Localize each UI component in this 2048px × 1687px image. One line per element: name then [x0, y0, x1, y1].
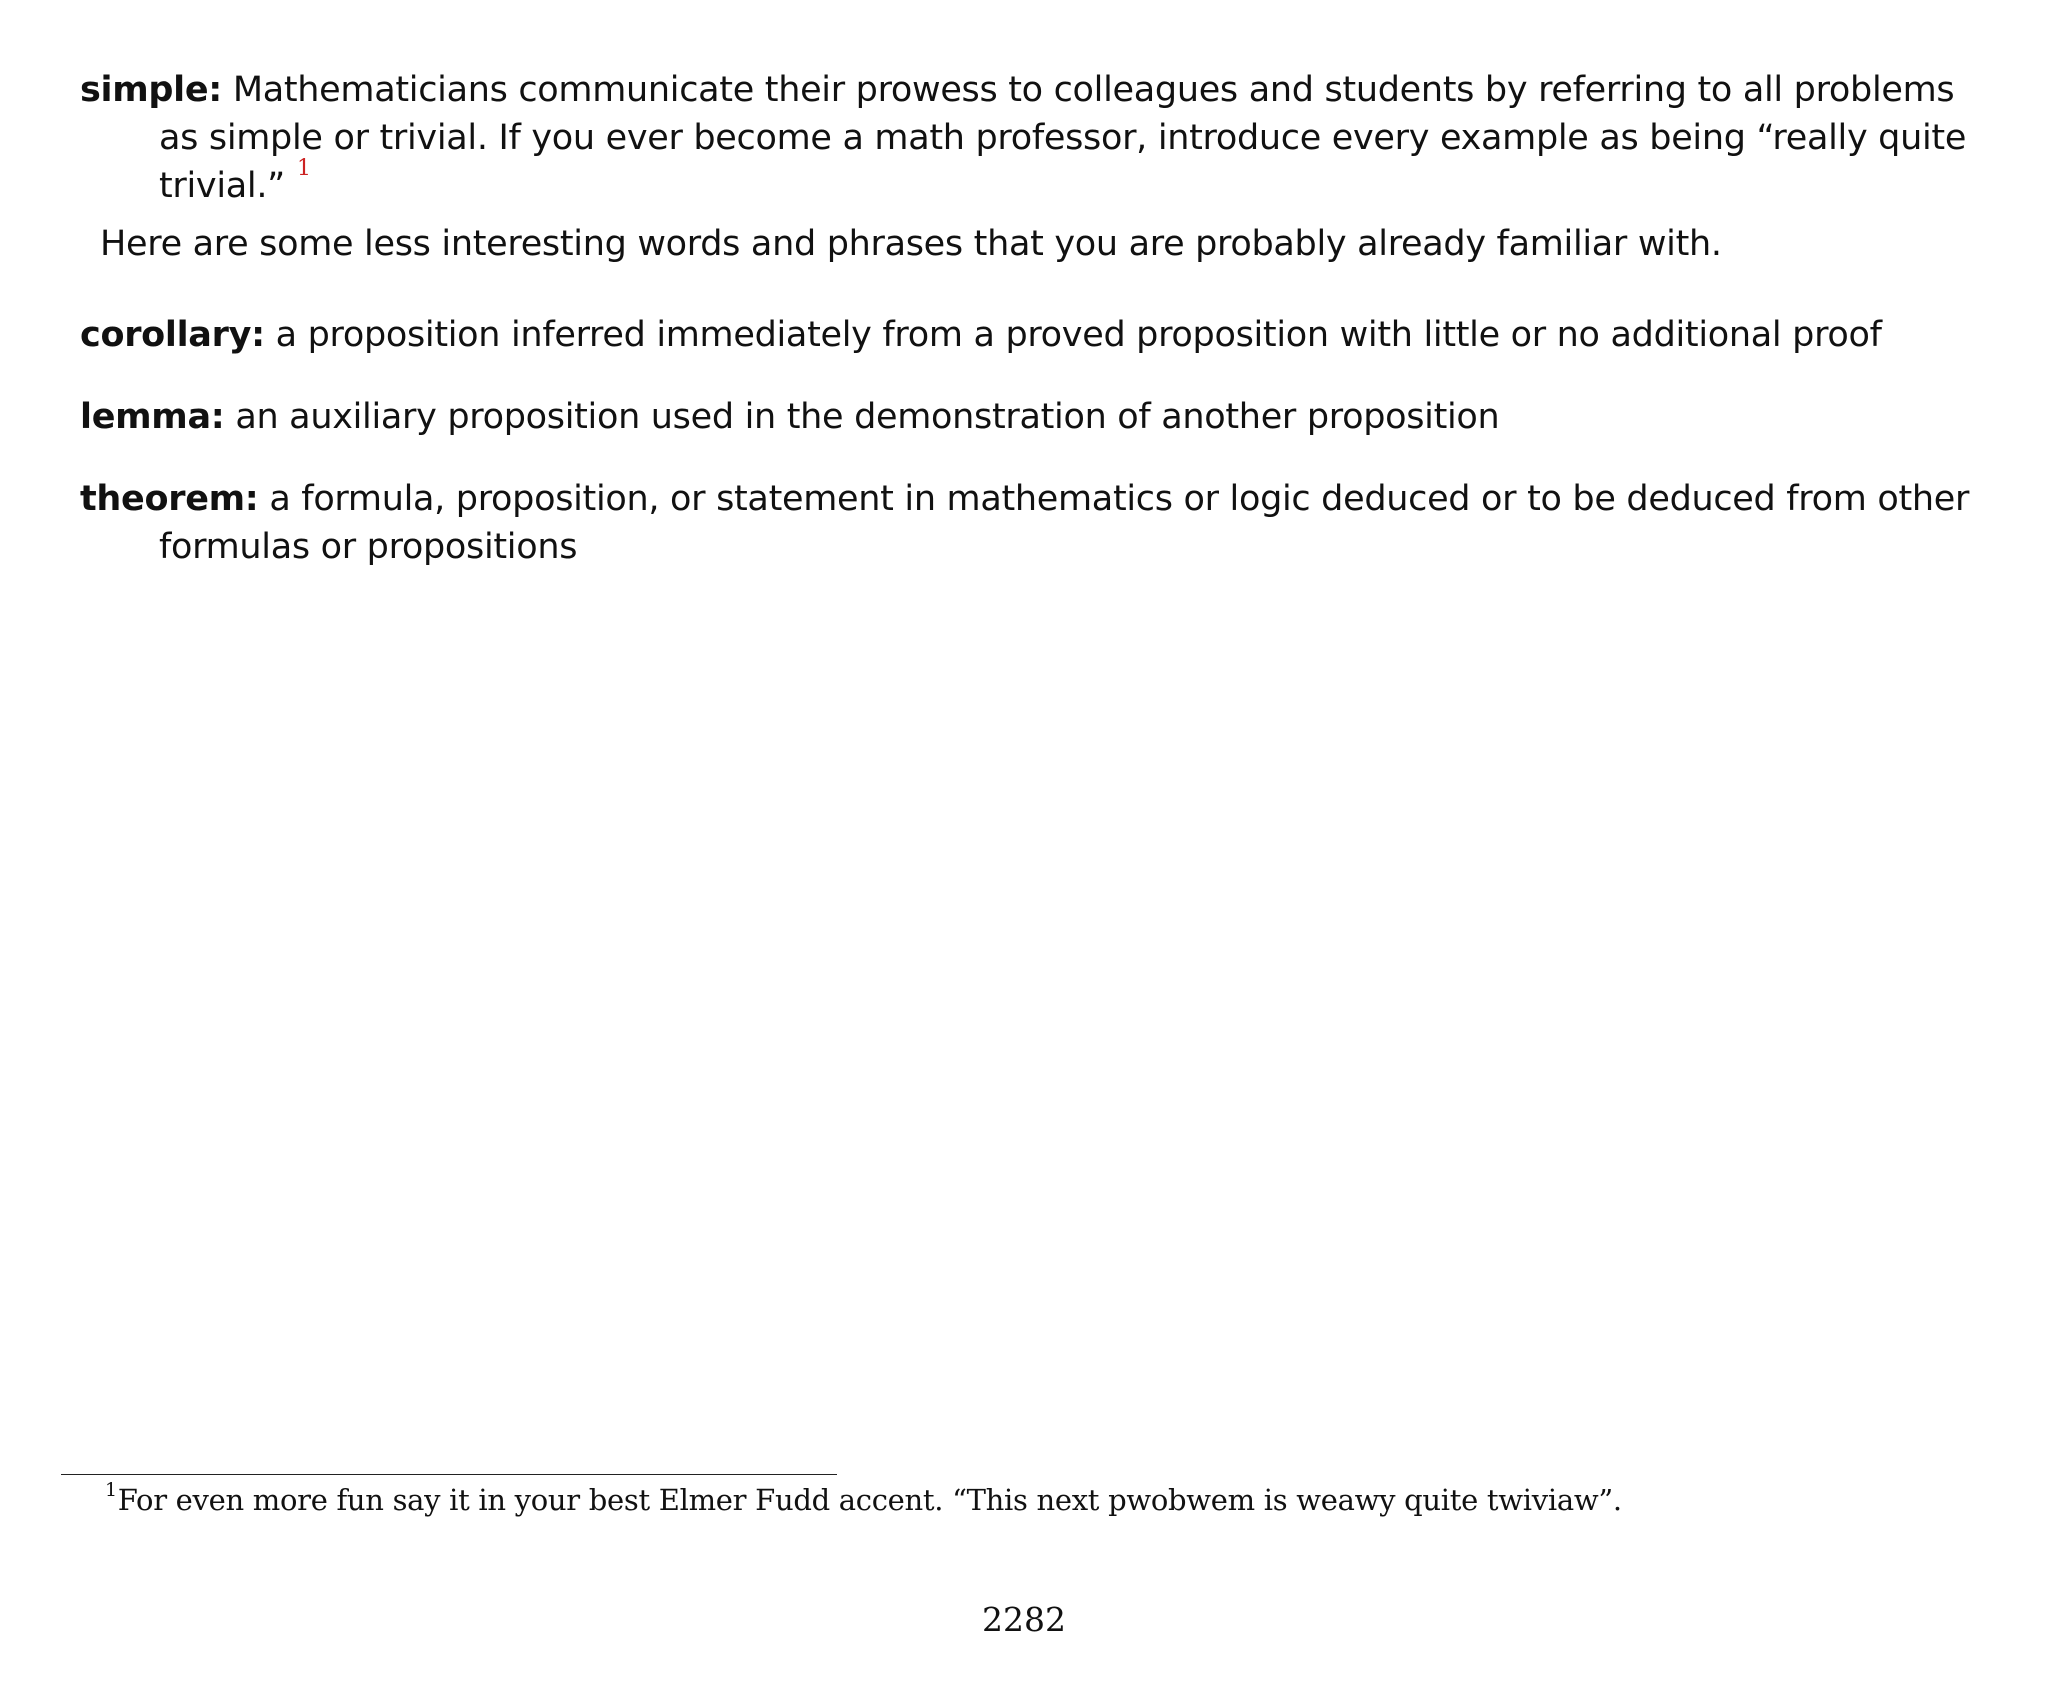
term-label: theorem: — [80, 479, 259, 519]
definition-text: a formula, proposition, or statement in mathematics or logic deduced or to be deduced from other formulas or propositions — [159, 479, 1970, 567]
definition-simple — [80, 66, 1995, 210]
term-label: lemma: — [80, 397, 225, 437]
intro-paragraph: Here are some less interesting words and phrases that you are probably already familiar with. — [100, 224, 1722, 264]
footnote-reference[interactable]: 1 — [297, 156, 311, 181]
definition-lemma — [80, 393, 1995, 441]
definition-theorem — [80, 475, 1995, 571]
footnote-divider — [61, 1474, 837, 1475]
page-number: 2282 — [982, 1600, 1066, 1639]
footnote — [105, 1480, 1622, 1520]
term-label: simple: — [80, 70, 222, 110]
footnote-text: For even more fun say it in your best Elmer Fudd accent. “This next pwobwem is weawy quite twiviaw”. — [117, 1483, 1622, 1517]
definition-text: a proposition inferred immediately from a proved proposition with little or no additional proof — [275, 315, 1882, 355]
footnote-number: 1 — [105, 1479, 117, 1501]
term-label: corollary: — [80, 315, 265, 355]
definition-text: an auxiliary proposition used in the demonstration of another proposition — [235, 397, 1500, 437]
definition-corollary — [80, 311, 1995, 359]
definition-text: Mathematicians communicate their prowess to colleagues and students by referring to all problems as simple or trivial. If you ever become a math professor, introduce every example as being “really quite trivial.” — [159, 70, 1967, 206]
